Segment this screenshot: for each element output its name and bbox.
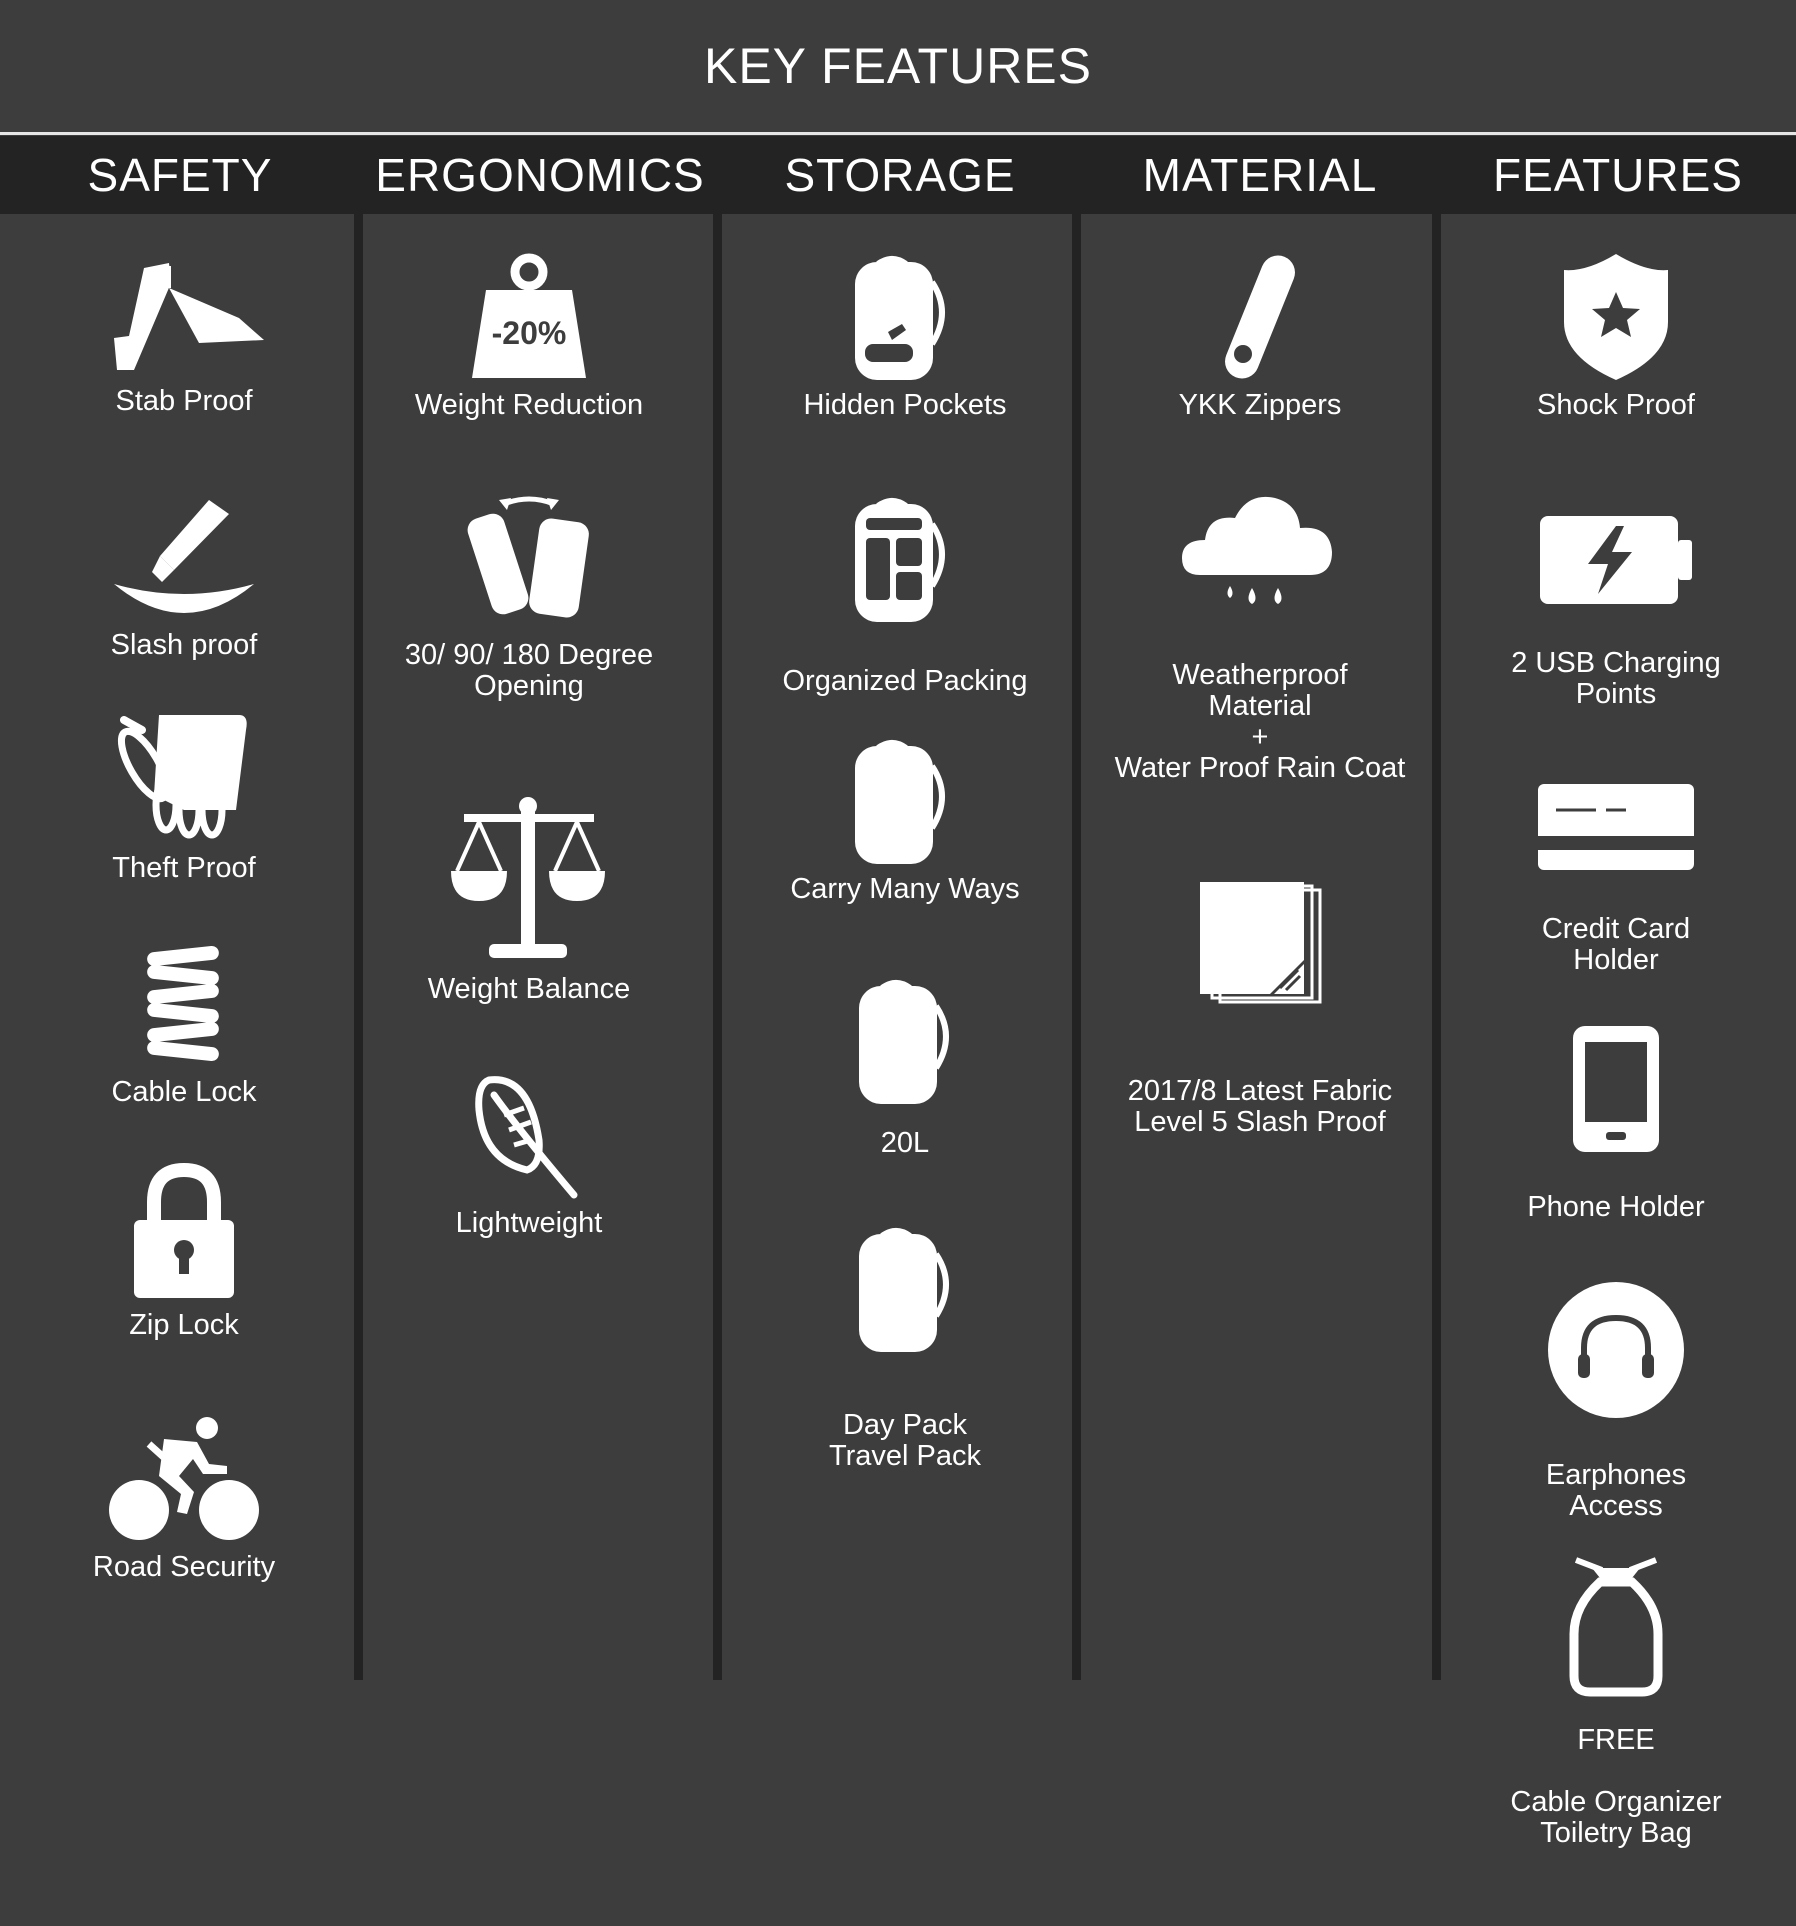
- weight-badge-text: -20%: [491, 315, 567, 351]
- feature-ykk-zippers: [1090, 252, 1430, 421]
- fabric-layers-icon: [1190, 880, 1330, 1010]
- feature-label: Weatherproof Material + Water Proof Rain Coat: [1114, 659, 1406, 784]
- feature-shock-proof: [1446, 252, 1786, 421]
- backpack-icon: [850, 736, 960, 866]
- cutter-icon: [104, 492, 264, 622]
- feature-usb-charging: [1446, 512, 1786, 710]
- feature-weatherproof: [1090, 490, 1430, 784]
- feature-label: 2 USB Charging Points: [1511, 647, 1721, 710]
- feature-label: Road Security: [92, 1551, 276, 1583]
- credit-card-icon: [1536, 782, 1696, 872]
- feature-road-security: [14, 1414, 354, 1583]
- feature-slash-proof: [14, 492, 354, 661]
- hand-icon: [114, 710, 254, 845]
- feature-carry-many-ways: [735, 736, 1075, 905]
- spring-cable-icon: [139, 944, 229, 1069]
- feature-icon: [469, 1070, 589, 1200]
- rain-cloud-icon: [1180, 490, 1340, 620]
- feature-label: Stab Proof: [115, 385, 253, 417]
- feature-label: FREE Cable Organizer Toiletry Bag: [1510, 1724, 1722, 1849]
- cyclist-icon: [109, 1414, 259, 1544]
- feature-label: Credit Card Holder: [1541, 913, 1691, 976]
- feature-degree-opening: [359, 492, 699, 702]
- battery-charging-icon: [1536, 512, 1696, 608]
- shield-star-icon: [1556, 252, 1676, 382]
- backpack-icon: [850, 976, 960, 1106]
- feature-label: Carry Many Ways: [790, 873, 1020, 905]
- feature-label: Cable Lock: [111, 1076, 257, 1108]
- feature-free-toiletry-bag: [1446, 1556, 1786, 1849]
- feature-label: Shock Proof: [1537, 389, 1695, 421]
- feature-label: Day Pack Travel Pack: [828, 1409, 982, 1472]
- feature-organized-packing: [735, 494, 1075, 697]
- feature-credit-card-holder: [1446, 782, 1786, 976]
- phone-icon: [1571, 1024, 1661, 1154]
- knife-icon: [89, 258, 279, 378]
- column-heading-ergonomics: ERGONOMICS: [375, 149, 705, 201]
- column-heading-material: MATERIAL: [1142, 149, 1378, 201]
- feature-weight-reduction: [359, 252, 699, 421]
- feature-theft-proof: [14, 710, 354, 884]
- feature-label: Weight Reduction: [414, 389, 644, 421]
- feature-label: 20L: [880, 1127, 930, 1159]
- weight-icon: [464, 252, 594, 382]
- feature-lightweight: [359, 1070, 699, 1239]
- feature-label: Lightweight: [455, 1207, 603, 1239]
- feature-zip-lock: [14, 1162, 354, 1341]
- column-heading-storage: STORAGE: [784, 149, 1016, 201]
- backpack-organized-icon: [850, 494, 960, 624]
- column-heading-features: FEATURES: [1493, 149, 1743, 201]
- opening-icon: [459, 492, 599, 632]
- feature-label: Zip Lock: [129, 1309, 239, 1341]
- zipper-pull-icon: [1215, 252, 1305, 382]
- page-title: KEY FEATURES: [703, 38, 1093, 94]
- feature-earphones-access: [1446, 1280, 1786, 1522]
- feature-label: Weight Balance: [427, 973, 631, 1005]
- feature-20l: [735, 976, 1075, 1159]
- title-divider: [0, 132, 1796, 135]
- feature-hidden-pockets: [735, 252, 1075, 421]
- backpack-icon: [850, 1224, 960, 1354]
- column-divider: [713, 214, 722, 1680]
- bag-icon: [1566, 1556, 1666, 1701]
- feature-label: Phone Holder: [1527, 1191, 1705, 1223]
- feature-label: 2017/8 Latest Fabric Level 5 Slash Proof: [1127, 1075, 1393, 1138]
- feature-label: Organized Packing: [782, 665, 1028, 697]
- feature-day-travel-pack: [735, 1224, 1075, 1472]
- feature-weight-balance: [359, 796, 699, 1005]
- feature-cable-lock: [14, 944, 354, 1108]
- feature-label: Theft Proof: [112, 852, 256, 884]
- feature-label: 30/ 90/ 180 Degree Opening: [404, 639, 654, 702]
- feature-phone-holder: [1446, 1024, 1786, 1223]
- column-divider: [1432, 214, 1441, 1680]
- column-heading-safety: SAFETY: [87, 149, 273, 201]
- feature-label: Hidden Pockets: [803, 389, 1007, 421]
- feature-label: YKK Zippers: [1178, 389, 1342, 421]
- feature-latest-fabric: [1090, 880, 1430, 1138]
- scales-icon: [449, 796, 609, 966]
- feature-stab-proof: [14, 258, 354, 417]
- feature-label: Slash proof: [110, 629, 258, 661]
- feature-label: Earphones Access: [1545, 1459, 1687, 1522]
- headphones-icon: [1546, 1280, 1686, 1420]
- padlock-icon: [129, 1162, 239, 1302]
- backpack-hidden-pocket-icon: [850, 252, 960, 382]
